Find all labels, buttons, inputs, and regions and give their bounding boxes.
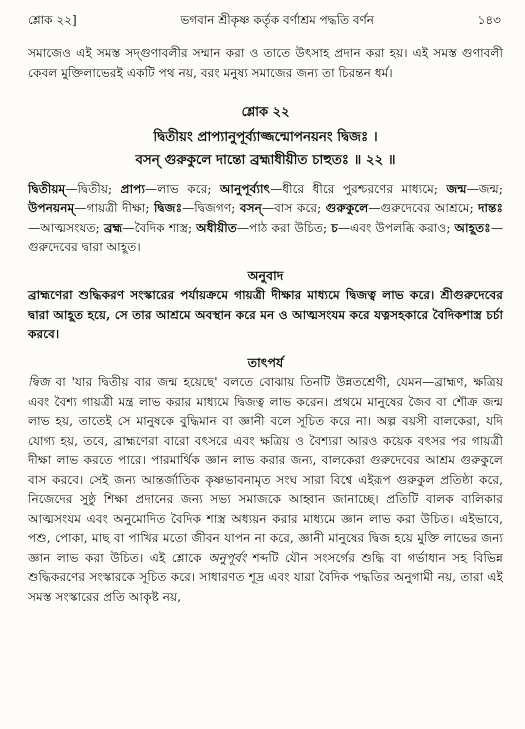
synonym-word: ব্রহ্ম <box>103 220 123 235</box>
synonym-meaning: —দ্বিতীয়; <box>65 181 121 196</box>
synonym-word: প্রাপ্য <box>120 181 145 196</box>
synonym-word: গুরুকুলে <box>325 201 369 215</box>
synonym-word: আনুপূর্ব্যাৎ <box>219 181 271 196</box>
header-verse-ref: শ্লোক ২২] <box>28 13 77 28</box>
purport-term-anupurvam: অনুপূর্বং <box>208 550 247 565</box>
synonym-word: অধীয়ীত <box>196 220 237 235</box>
page-body <box>28 44 503 607</box>
purport-term-dvija: দ্বিজ <box>28 375 50 389</box>
synonym-word: জন্ম <box>446 181 467 196</box>
header-chapter-title: ভগবান শ্রীকৃষ্ণ কর্তৃক বর্ণাশ্রম পদ্ধতি বর্ণন <box>180 13 374 28</box>
purport-text-1: বা 'যার দ্বিতীয় বার জন্ম হয়েছে' বলতে বোঝায় তিনটি উন্নতশ্রেণী, যেমন—ব্রাহ্মণ, ক্ষত্রিয় এবং বৈশ্য গায়ত্রী মন্ত্র লাভ করার মাধ্যমে দ্বিজত্ব লাভ করেন। প্রথমে মানুষের জৈব বা শৌক্র জন্ম লাভ হয়, তাতেই সে মানুষকে বুদ্ধিমান বা জ্ঞানী বলে সূচিত করে না। অল্প বয়সী বালকেরা, যদি যোগ্য হয়, তবে, ব্রাহ্মণেরা বারো বৎসরে এবং ক্ষত্রিয় ও বৈশ্যরা আরও কয়েক বৎসর পর গায়ত্রী দীক্ষা লাভ করতে পারে। পারমার্থিক জ্ঞান লাভ করার জন্য, বালকেরা গুরুদেবের আশ্রম গুরুকুলে বাস করবে। সেই জন্য আন্তর্জাতিক কৃষ্ণভাবনামৃত সংঘ সারা বিশ্বে এইরূপ গুরুকুল প্রতিষ্ঠা করে, নিজেদের সুষ্ঠু শিক্ষা প্রদানের জন্য সভ্য সমাজকে আহ্বান জানাচ্ছে। প্রতিটি বালক বালিকার আত্মসংযম এবং অনুমোদিত বৈদিক শাস্ত্র অধ্যয়ন করার মাধ্যমে জ্ঞান লাভ করা উচিত। এইভাবে, পশু, পোকা, মাছ বা পাখির মতো জীবন যাপন না করে, জ্ঞানী মানুষের দ্বিজ হয়ে মুক্তি লাভের জন্য জ্ঞান লাভ করা উচিত। এই শ্লোকে <box>28 375 503 565</box>
translation-paragraph: ব্রাহ্মণেরা শুদ্ধিকরণ সংস্কারের পর্যায়ক্রমে গায়ত্রী দীক্ষার মাধ্যমে দ্বিজত্ব লাভ করে। শ্রীগুরুদেবের দ্বারা আহূত হয়ে, সে তার আশ্রমে অবস্থান করে মন ও আত্মসংযম করে যত্নসহকারে বৈদিকশাস্ত্র চর্চা করবে। <box>28 288 503 341</box>
synonym-meaning: —জন্ম; <box>466 181 503 196</box>
synonym-word: উপনয়নম্ <box>28 201 75 215</box>
synonym-meaning: —আত্মসংযত; <box>28 220 104 235</box>
purport-heading: তাৎপর্য <box>247 354 284 370</box>
intro-paragraph: সমাজেও এই সমস্ত সদ্‌গুণাবলীর সম্মান করা ও তাতে উৎসাহ প্রদান করা হয়। এই সমস্ত গুণাবলী কেবল মুক্তিলাভেরই একটি পথ নয়, বরং মনুষ্য সমাজের জন্য তা চিরন্তন ধর্ম। <box>28 46 503 80</box>
synonym-meaning: —গুরুদেবের দ্বারা আহূত। <box>28 220 503 254</box>
synonym-meaning: —পাঠ করা উচিত; <box>236 220 332 235</box>
synonym-word: দ্বিতীয়ম্ <box>28 181 66 196</box>
translation-heading: অনুবাদ <box>247 267 284 283</box>
verse-line-1: দ্বিতীয়ং প্রাপ্যানুপূর্ব্যাজ্জন্মোপনয়নং দ্বিজঃ । <box>153 128 378 145</box>
synonym-word: দান্তঃ <box>478 201 503 215</box>
synonym-meaning: —বাস করে; <box>261 201 326 215</box>
synonym-meaning: —ধীরে ধীরে পুরশ্চরণের মাধ্যমে; <box>270 181 447 196</box>
synonym-meaning: —গুরুদেবের আশ্রমে; <box>368 201 479 215</box>
synonyms-paragraph <box>28 180 503 258</box>
synonym-meaning: —এবং উপলব্ধি করাও; <box>337 220 455 235</box>
verse-heading: শ্লোক ২২ <box>241 105 290 120</box>
synonym-word: দ্বিজঃ <box>153 201 183 215</box>
verse-line-2: বসন্ গুরুকুলে দান্তো ব্রহ্মাধীয়ীত চাহুতঃ ॥ ২২ ॥ <box>135 151 396 168</box>
synonym-word: আহূতঃ <box>454 220 491 235</box>
synonym-word: চ <box>331 220 338 235</box>
synonym-meaning: —গায়ত্রী দীক্ষা; <box>74 201 154 215</box>
synonym-meaning: —বৈদিক শাস্ত্র; <box>122 220 197 235</box>
running-header <box>28 10 501 32</box>
synonym-meaning: —দ্বিজগণ; <box>182 201 240 215</box>
purport-paragraph <box>28 373 503 607</box>
synonym-word: বসন্ <box>239 201 262 215</box>
page-number: ১৪৩ <box>477 13 501 28</box>
purport-text-2: শব্দটি যৌন সংসর্গের শুদ্ধি বা গর্ভাধান সহ বিভিন্ন শুদ্ধিকরণের সংস্কারকে সূচিত করে। সাধারণত শূদ্র এবং যারা বৈদিক পদ্ধতির অনুগামী নয়, তারা এই সমস্ত সংস্কারের প্রতি আকৃষ্ট নয়, <box>28 550 503 604</box>
synonym-meaning: —লাভ করে; <box>145 181 220 196</box>
